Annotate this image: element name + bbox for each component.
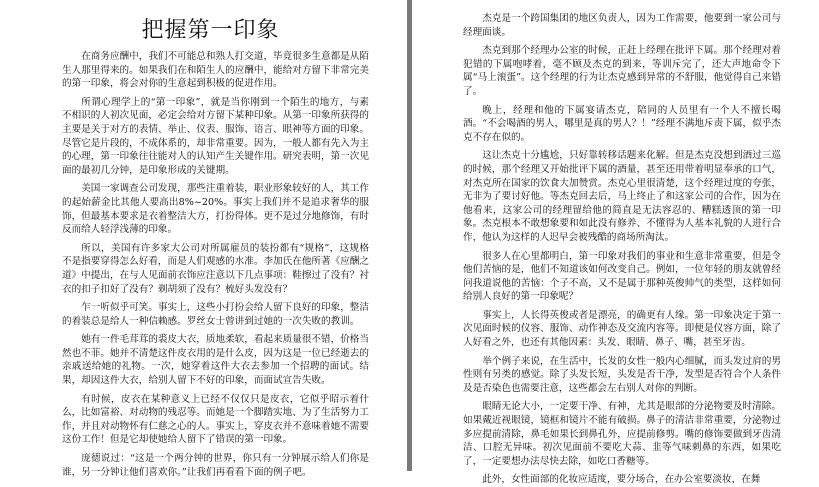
left-page [0, 0, 407, 478]
right-paragraph: 这让杰克十分尴尬，只好靠转移话题来化解。但是杰克没想到酒过三巡的时候，那个经理又开始批评下属的酒量，甚至还用带着明显奉承的口气，对杰克所在国家的饮食大加赞赏。杰克心里很清楚，这个经理过度的夸张，无非为了要讨好他。等杰克回去后，马上终止了和这家公司的合作，因为在他看来，这家公司的经理留给他的简直是无法容忍的、糟糕透顶的第一印象。杰克根本不敢想象要和如此没有修养、不懂得为人基本礼貌的人进行合作，他认为这样的人迟早会被残酷的商场所淘汰。 [463, 150, 781, 243]
left-paragraph: 所以，美国有许多家大公司对所属雇员的装扮都有“规格”，这规格不是指要穿得怎么好看，而是人们观感的水准。李加氏在他所著《应酬之道》中提出，在与人见面前衣饰应注意以下几点事项：鞋擦过了没有？衬衣的扣子扣好了没有？剃胡须了没有？梳好头发没有？ [62, 242, 369, 295]
left-paragraph: 乍一听似乎可笑。事实上，这些小打扮会给人留下良好的印象，整洁的着装总是给人一种信赖感。罗丝女士曾讲到过她的一次失败的教训。 [62, 302, 369, 327]
left-paragraph: 在商务应酬中，我们不可能总和熟人打交道，毕竟很多生意都是从陌生人那里得来的。如果我们在和陌生人的应酬中，能给对方留下非常完美的第一印象，将会对你的生意起到积极的促进作用。 [62, 51, 369, 90]
right-paragraph: 晚上，经理和他的下属宴请杰克，陪同的人员里有一个人不擅长喝酒。“不会喝酒的男人，哪里是真的男人？！”经理不满地斥责下属，似乎杰克不存在似的。 [463, 104, 781, 143]
right-paragraph: 杰克到那个经理办公室的时候，正赶上经理在批评下属。那个经理对着犯错的下属咆哮着，毫不顾及杰克的到来，等训斥完了，还大声地命令下属“马上滚蛋”。这个经理的行为让杰克感到异常的不舒服，他觉得自己来错了。 [463, 45, 781, 97]
right-paragraph: 此外，女性面部的化妆应适度，要分场合，在办公室要淡妆，在舞 [482, 474, 761, 486]
left-paragraph: 有时候，皮衣在某种意义上已经不仅仅只是皮衣，它似乎昭示着什么，比如富裕、对动物的残忍等。而她是一个脚踏实地、为了生活努力工作，并且对动物怀有仁慈之心的人。事实上，穿皮衣并不意味着她不需要这份工作！但是它却使她给人留下了错误的第一印象。 [62, 393, 369, 446]
right-page [412, 0, 819, 486]
right-paragraph: 很多人在心里都明白，第一印象对我们的事业和生意非常重要，但是令他们苦恼的是，他们不知道该如何改变自己。例如，一位年轻的朋友就曾经问我道说他的苦恼：个子不高，又不是属于那种英俊帅气的类型，这样如何给别人良好的第一印象呢？ [463, 250, 781, 303]
right-paragraph: 眼睛无论大小，一定要干净、有神，尤其是眼部的分泌物要及时清除。如果戴近视眼镜，镜框和镜片不能有破损。鼻子的清洁非常重要，分泌物过多应提前清除，鼻毛如果长到鼻孔外，应提前修剪。嘴的修饰要做到牙齿清洁、口腔无异味。初次见面前不要吃大蒜、韭等气味刺鼻的东西，如果吃了，一定要想办法尽快去除，如吃口香糖等。 [463, 401, 781, 467]
left-paragraph: 美国一家调查公司发现，那些注重着装，职业形象较好的人，其工作的起始薪金比其他人要高出8%~20%。事实上我们并不是追求奢华的服饰，但最基本要求是衣着整洁大方，打扮得体。更不是过分地修饰，有时反而给人轻浮浅薄的印象。 [62, 183, 369, 236]
document-title: 把握第一印象 [141, 18, 280, 43]
left-paragraph: 庞德说过：“这是一个两分钟的世界，你只有一分钟展示给人们你是谁，另一分钟让他们喜欢你。”让我们再看看下面的例子吧。 [62, 453, 369, 478]
right-paragraph: 杰克是一个跨国集团的地区负责人，因为工作需要，他要到一家公司与经理面谈。 [463, 13, 781, 38]
right-paragraph: 事实上，人长得英俊或者是漂亮，的确更有人缘。第一印象决定于第一次见面时候的仪容、服饰、动作神态及交流内容等。即便是仪容方面，除了人好看之外，也还有其他因素：头发、眼睛、鼻子、嘴，甚至牙齿。 [463, 309, 781, 349]
left-paragraph: 所谓心理学上的“第一印象”，就是当你刚到一个陌生的地方，与素不相识的人初次见面，必定会给对方留下某种印象。从第一印象所获得的主要是关于对方的表情、举止、仪表、服饰、语言、眼神等方面的印象。尽管它是片段的，不成体系的，却非常重要。因为，一般人都有先入为主的心理，第一印象往往能对人的认知产生关键作用。研究表明，第一次见面的最初几分钟，是印象形成的关键期。 [62, 96, 369, 176]
left-paragraph: 她有一件毛茸茸的裘皮大衣，质地柔软，看起来质量很不错，价格当然也不菲。她并不清楚这件皮衣用的是什么皮，因为这是一位已经逝去的亲戚送给她的礼物。一次，她穿着这件大衣去参加一个招聘的面试。结果，却因这件大衣，给别人留下不好的印象，而面试宣告失败。 [62, 334, 369, 387]
right-paragraph: 举个例子来说，在生活中，长发的女性一般内心细腻，而头发过肩的男性则有另类的感觉。除了头发长短，头发是否干净，发型是否符合个人条件及是否染色也需要注意，这些都会左右别人对你的判断。 [463, 355, 781, 394]
